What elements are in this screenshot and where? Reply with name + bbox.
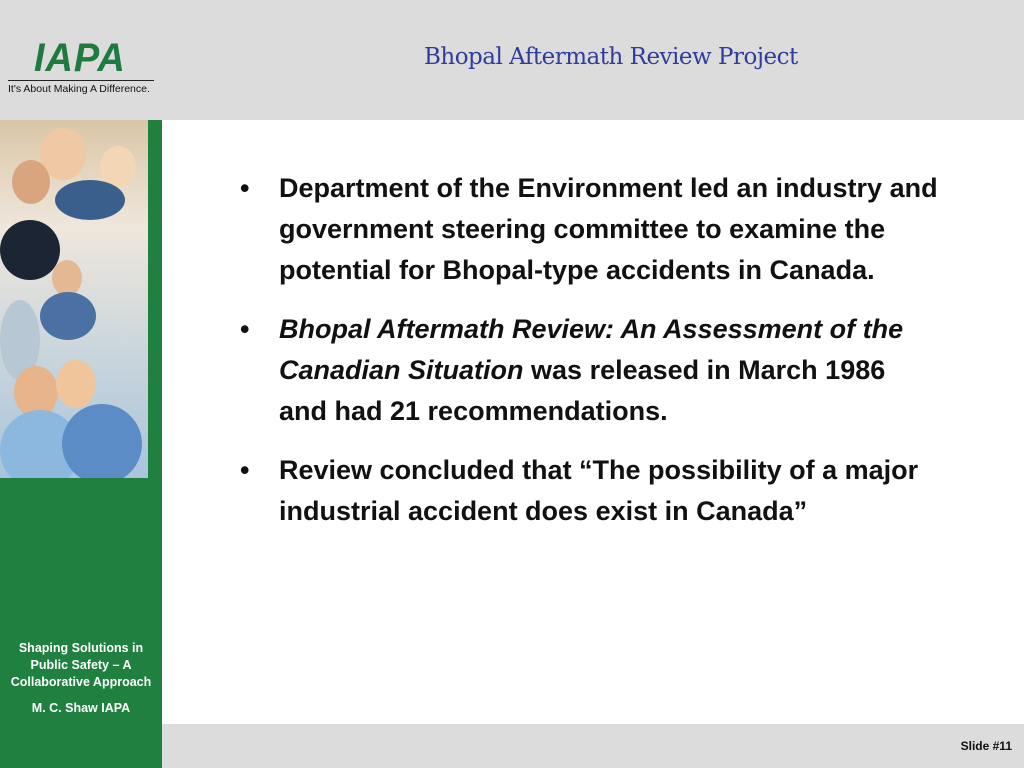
people-collage-image [0, 120, 148, 478]
logo-divider [8, 80, 154, 81]
slide-number: Slide #11 [960, 739, 1012, 753]
bullet-marker: • [240, 173, 250, 203]
footer-band [162, 724, 1024, 768]
bullet-text: was released in March 1986 and had 21 recommendations. [279, 355, 886, 426]
photo-shirt-1 [55, 180, 125, 220]
logo-text: IAPA [34, 36, 126, 80]
header-band [0, 0, 1024, 120]
photo-shirt-2 [40, 292, 96, 340]
photo-face-2 [12, 160, 50, 204]
bullet-list [240, 168, 940, 550]
photo-face-6 [56, 360, 96, 408]
photo-face-4 [52, 260, 82, 296]
sidebar-caption: Shaping Solutions in Public Safety – A Collaborative Approach [10, 641, 152, 689]
photo-shadow [0, 220, 60, 280]
bullet-marker: • [240, 455, 250, 485]
bullet-text: Review concluded that “The possibility of a major industrial accident does exist in Canada” [279, 455, 919, 526]
sidebar-author: M. C. Shaw IAPA [31, 701, 131, 715]
publication-title: Bhopal Aftermath Review: An Assessment of the Canadian Situation [279, 314, 904, 385]
photo-shirt-4 [62, 404, 142, 478]
bullet-item-3 [240, 450, 940, 532]
bullet-item-1 [240, 168, 940, 291]
iapa-logo [8, 36, 158, 96]
logo-tagline: It's About Making A Difference. [8, 83, 150, 95]
bullet-item-2 [240, 309, 940, 432]
bullet-marker: • [240, 314, 250, 344]
bullet-text: Department of the Environment led an industry and government steering committee to examine the potential for Bhopal-type accidents in Canada. [279, 173, 938, 285]
slide-title: Bhopal Aftermath Review Project [424, 44, 798, 70]
